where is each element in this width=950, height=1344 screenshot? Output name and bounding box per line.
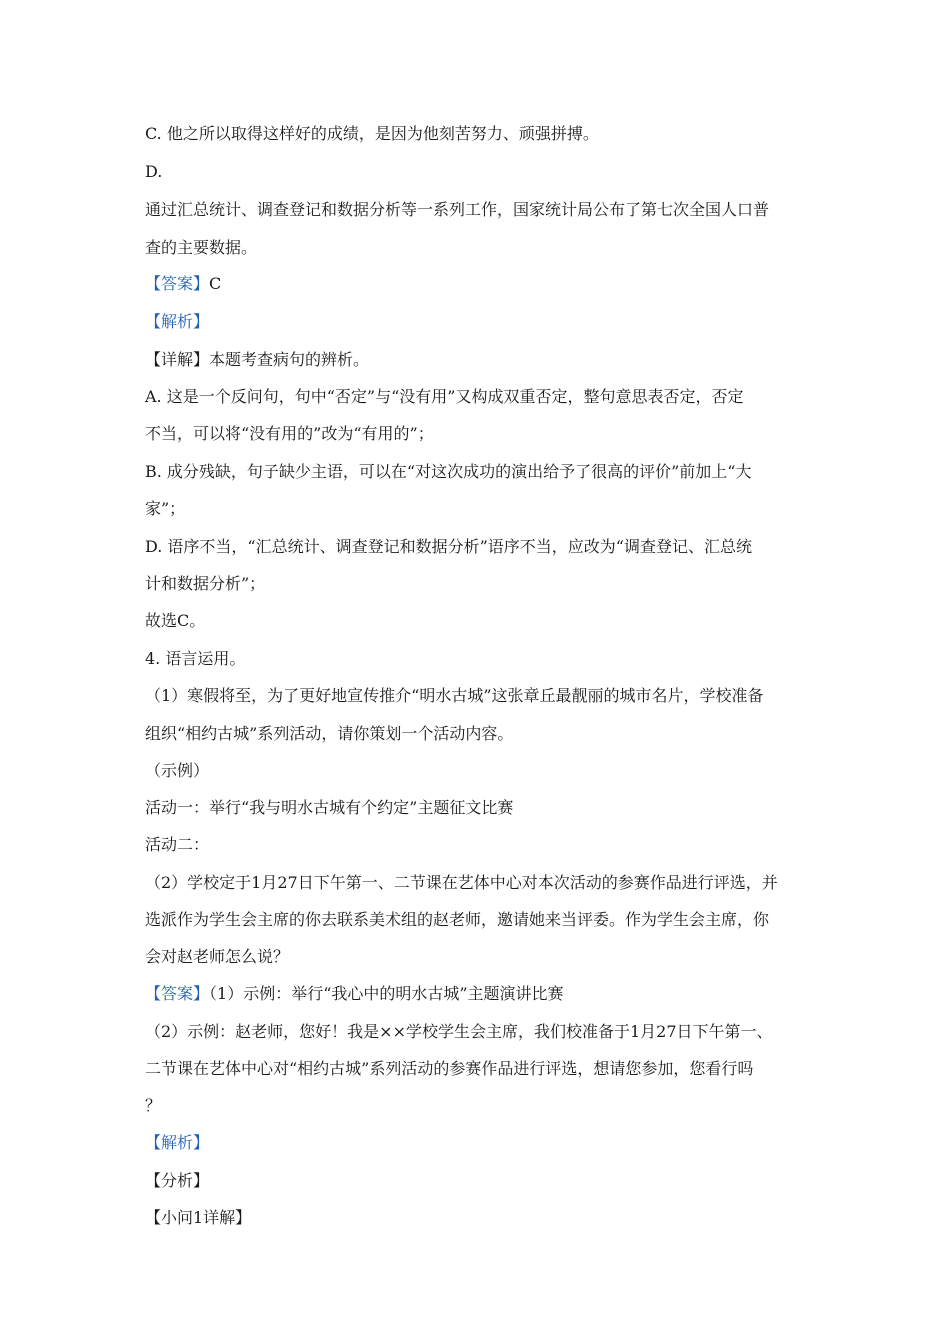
answer2-tag: 【答案】 [145,984,210,1003]
answer2-part2-line1: （2）示例：赵老师，您好！我是××学校学生会主席，我们校准备于1月27日下午第一、 [145,1022,773,1041]
sub-question1-detail-tag: 【小问1详解】 [145,1208,252,1227]
b-explanation-line2: 家”； [145,499,186,518]
fenxi-tag: 【分析】 [145,1171,210,1190]
option-d-line1: 通过汇总统计、调查登记和数据分析等一系列工作，国家统计局公布了第七次全国人口普 [145,200,770,219]
question4-title: 4. 语言运用。 [145,649,246,668]
example-label: （示例） [145,761,210,780]
b-explanation-line1: B. 成分残缺，句子缺少主语，可以在“对这次成功的演出给予了很高的评价”前加上“大 [145,462,752,481]
question4-part2-line3: 会对赵老师怎么说？ [145,947,290,966]
analysis-tag: 【解析】 [145,312,210,331]
answer2-line [145,984,810,1004]
answer-tag: 【答案】 [145,274,210,293]
answer2-part2-line3: ？ [145,1096,162,1115]
activity-one: 活动一：举行“我与明水古城有个约定”主题征文比赛 [145,798,514,817]
detail-line: 【详解】本题考查病句的辨析。 [145,350,370,369]
d-explanation-line1: D. 语序不当，“汇总统计、调查登记和数据分析”语序不当，应改为“调查登记、汇总统 [145,537,752,556]
answer-value: C [209,274,222,293]
answer2-text: （1）示例：举行“我心中的明水古城”主题演讲比赛 [209,984,564,1003]
question4-part2-line1: （2）学校定于1月27日下午第一、二节课在艺体中心对本次活动的参赛作品进行评选，并 [145,873,778,892]
activity-two: 活动二： [145,835,210,854]
option-d-label: D. [145,162,163,181]
a-explanation-line1: A. 这是一个反问句，句中“否定”与“没有用”又构成双重否定，整句意思表否定，否定 [145,387,744,406]
option-c: C. 他之所以取得这样好的成绩，是因为他刻苦努力、顽强拼搏。 [145,124,599,143]
choose-line: 故选C。 [145,611,206,630]
question4-part1-line1: （1）寒假将至，为了更好地宣传推介“明水古城”这张章丘最靓丽的城市名片，学校准备 [145,686,764,705]
answer2-part2-line2: 二节课在艺体中心对“相约古城”系列活动的参赛作品进行评选，想请您参加，您看行吗 [145,1059,754,1078]
d-explanation-line2: 计和数据分析”； [145,574,266,593]
option-d-line2: 查的主要数据。 [145,238,258,257]
question4-part1-line2: 组织“相约古城”系列活动，请你策划一个活动内容。 [145,724,514,743]
a-explanation-line2: 不当，可以将“没有用的”改为“有用的”； [145,424,434,443]
question4-part2-line2: 选派作为学生会主席的你去联系美术组的赵老师，邀请她来当评委。作为学生会主席，你 [145,910,770,929]
answer-line [145,274,810,294]
analysis2-tag: 【解析】 [145,1133,210,1152]
